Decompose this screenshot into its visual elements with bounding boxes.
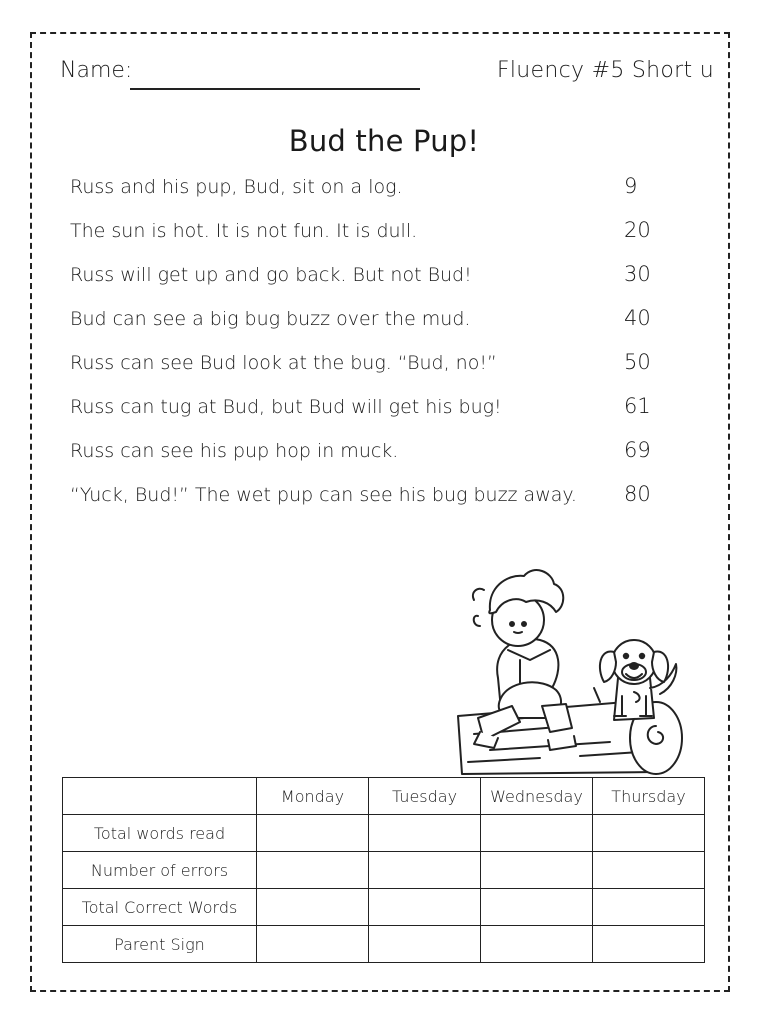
tracker-cell[interactable] xyxy=(257,852,369,889)
tracker-cell[interactable] xyxy=(369,852,481,889)
passage-line xyxy=(70,392,670,436)
passage-line-text: Russ can tug at Bud, but Bud will get his bug! xyxy=(70,396,502,418)
tracker-cell[interactable] xyxy=(481,852,593,889)
passage-line-text: Russ and his pup, Bud, sit on a log. xyxy=(70,176,403,198)
passage-line-text: Russ will get up and go back. But not Bud! xyxy=(70,264,472,286)
word-count: 50 xyxy=(624,350,651,374)
word-count: 30 xyxy=(624,262,651,286)
passage-line xyxy=(70,172,670,216)
passage-line-text: “Yuck, Bud!” The wet pup can see his bug buzz away. xyxy=(70,484,577,506)
tracker-row xyxy=(63,852,705,889)
tracker-cell[interactable] xyxy=(593,852,705,889)
passage-line-text: The sun is hot. It is not fun. It is dull. xyxy=(70,220,418,242)
passage-line xyxy=(70,216,670,260)
word-count: 61 xyxy=(624,394,651,418)
day-header: Monday xyxy=(257,778,369,815)
word-count: 69 xyxy=(624,438,651,462)
tracker-row xyxy=(63,889,705,926)
tracker-header-row xyxy=(63,778,705,815)
passage-line-text: Russ can see his pup hop in muck. xyxy=(70,440,399,462)
tracker-cell[interactable] xyxy=(481,926,593,963)
passage-line xyxy=(70,348,670,392)
passage xyxy=(70,172,670,524)
tracker-cell[interactable] xyxy=(369,815,481,852)
progress-tracker-table xyxy=(62,777,705,963)
day-header: Thursday xyxy=(593,778,705,815)
passage-title: Bud the Pup! xyxy=(288,124,480,158)
passage-line-text: Bud can see a big bug buzz over the mud. xyxy=(70,308,471,330)
worksheet-header xyxy=(60,58,714,94)
tracker-row xyxy=(63,815,705,852)
tracker-cell[interactable] xyxy=(257,889,369,926)
tracker-row xyxy=(63,926,705,963)
tracker-cell[interactable] xyxy=(593,815,705,852)
tracker-row-label: Parent Sign xyxy=(63,926,257,963)
tracker-cell[interactable] xyxy=(481,815,593,852)
tracker-cell[interactable] xyxy=(257,815,369,852)
fluency-label: Fluency #5 Short u xyxy=(496,58,714,83)
tracker-cell[interactable] xyxy=(593,889,705,926)
tracker-row-label: Total words read xyxy=(63,815,257,852)
word-count: 80 xyxy=(624,482,651,506)
passage-line xyxy=(70,436,670,480)
day-header: Tuesday xyxy=(369,778,481,815)
passage-line xyxy=(70,304,670,348)
boy-and-dog-illustration xyxy=(450,566,690,778)
tracker-row-label: Total Correct Words xyxy=(63,889,257,926)
name-label: Name: xyxy=(60,58,133,83)
name-write-line[interactable] xyxy=(130,88,420,90)
tracker-row-label: Number of errors xyxy=(63,852,257,889)
word-count: 20 xyxy=(624,218,651,242)
tracker-cell[interactable] xyxy=(257,926,369,963)
day-header: Wednesday xyxy=(481,778,593,815)
passage-line xyxy=(70,260,670,304)
word-count: 9 xyxy=(624,174,638,198)
passage-line-text: Russ can see Bud look at the bug. “Bud, no!” xyxy=(70,352,497,374)
tracker-cell[interactable] xyxy=(593,926,705,963)
tracker-cell[interactable] xyxy=(481,889,593,926)
tracker-cell[interactable] xyxy=(369,889,481,926)
tracker-corner-cell xyxy=(63,778,257,815)
word-count: 40 xyxy=(624,306,651,330)
passage-line xyxy=(70,480,670,524)
tracker-cell[interactable] xyxy=(369,926,481,963)
